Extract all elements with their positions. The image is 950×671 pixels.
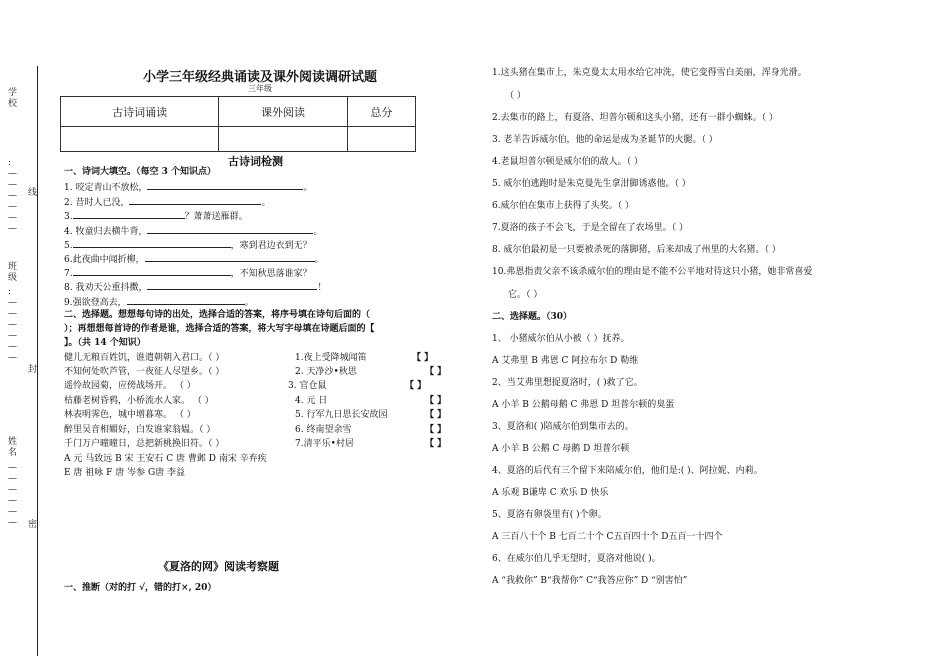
seal-char-mi: 密 bbox=[28, 520, 38, 530]
choice-question: 5、夏洛有卵袋里有( )个卵。 bbox=[492, 510, 607, 520]
judge-item: 1.这头猪在集市上，朱克曼太太用水给它冲洗，使它变得雪白美丽，浑身光滑。 bbox=[492, 68, 807, 78]
poem-title: 5. 行军九日思长安故园 bbox=[295, 410, 388, 420]
author-options-row-1: A 元 马致远 B 宋 王安石 C 唐 曹邺 D 南宋 辛弃疾 bbox=[64, 454, 267, 464]
author-bracket[interactable]: 【 】 bbox=[425, 439, 447, 449]
judge-answer[interactable]: 它。（ ） bbox=[508, 290, 543, 300]
author-bracket[interactable]: 【 】 bbox=[425, 410, 447, 420]
score-col-total: 总分 bbox=[347, 97, 415, 127]
choice-question: 6、在威尔伯几乎无望时，夏洛对他说( )。 bbox=[492, 554, 661, 564]
choice-options[interactable]: A 小羊 B 公鹅 C 母鹅 D 坦普尔顿 bbox=[492, 444, 630, 454]
choice-question: 4、夏洛的后代有三个留下来陪威尔伯，他们是:( )、阿拉妮、内莉。 bbox=[492, 466, 763, 476]
score-cell-total[interactable] bbox=[347, 127, 415, 152]
seal-char-xian: 线 bbox=[28, 188, 38, 198]
match-verse: 遥怜故园菊，应傍战场开。 （ ） bbox=[64, 381, 196, 391]
author-bracket[interactable]: 【 】 bbox=[425, 367, 447, 377]
fill-item: 4. 牧童归去横牛背， 。 bbox=[64, 224, 322, 238]
binding-line bbox=[37, 66, 38, 356]
class-label: 班 级 bbox=[8, 262, 18, 283]
poetry-heading: 古诗词检测 bbox=[228, 155, 283, 168]
fill-item: 6.此夜曲中闻折柳， 。 bbox=[64, 252, 324, 266]
choice-options[interactable]: A “我救你” B“我帮你” C“我答应你” D “别害怕” bbox=[492, 576, 688, 586]
class-blank: : — — — — — — bbox=[8, 287, 17, 363]
judge-item: 6.威尔伯在集市上获得了头奖。（ ） bbox=[492, 201, 634, 211]
score-cell-poetry[interactable] bbox=[61, 127, 219, 152]
author-bracket[interactable]: 【 】 bbox=[425, 425, 447, 435]
fill-blank[interactable] bbox=[73, 209, 185, 219]
match-verse: 千门万户曈曈日，总把新桃换旧符。（ ） bbox=[64, 439, 225, 449]
name-label: 姓 名 bbox=[8, 437, 18, 458]
fill-item: 9.强欲登高去， 。 bbox=[64, 295, 254, 309]
fill-blank[interactable] bbox=[147, 180, 303, 190]
name-blank: — — — — — — bbox=[8, 463, 17, 528]
fill-blank[interactable] bbox=[147, 224, 313, 234]
poem-title: 7.清平乐•村居 bbox=[295, 439, 354, 449]
score-col-reading: 课外阅读 bbox=[219, 97, 347, 127]
choice-question: 1、 小猪威尔伯从小被（ ）抚养。 bbox=[492, 334, 630, 344]
fill-item: 8. 我劝天公重抖擞， ！ bbox=[64, 280, 326, 294]
fill-blank[interactable] bbox=[73, 238, 231, 248]
grade-label: 三年级 bbox=[248, 84, 272, 93]
poem-title: 6. 终南望余雪 bbox=[295, 425, 352, 435]
fill-blank[interactable] bbox=[129, 195, 261, 205]
score-cell-reading[interactable] bbox=[219, 127, 347, 152]
school-label: 学 校 bbox=[8, 88, 18, 109]
choice-options[interactable]: A 乐观 B谦卑 C 欢乐 D 快乐 bbox=[492, 488, 609, 498]
judge-title: 一、推断（对的打 √，错的打×, 20） bbox=[64, 583, 217, 593]
poem-title: 4. 元 日 bbox=[295, 396, 328, 406]
match-verse: 健儿无粮百姓饥，谁遣朝朝入君口。（ ） bbox=[64, 353, 225, 363]
author-bracket[interactable]: 【 】 bbox=[405, 381, 427, 391]
fill-item: 2. 昔时人已没， 。 bbox=[64, 195, 270, 209]
choice-options[interactable]: A 艾弗里 B 弗恩 C 阿拉布尔 D 勒维 bbox=[492, 356, 639, 366]
choice-options[interactable]: A 小羊 B 公鹅母鹅 C 弗恩 D 坦普尔顿的臭蛋 bbox=[492, 400, 675, 410]
exam-title: 小学三年级经典诵读及课外阅读调研试题 bbox=[142, 70, 377, 85]
judge-item: 5. 威尔伯逃跑时是朱克曼先生拿泔脚诱惑他。（ ） bbox=[492, 179, 691, 189]
fill-title: 一、诗词大填空。（每空 3 个知识点） bbox=[64, 167, 217, 177]
fill-item: 1. 咬定青山不放松， 。 bbox=[64, 180, 312, 194]
fill-item: 5. ，寒到君边衣到无？ bbox=[64, 238, 312, 252]
binding-dash-line bbox=[37, 356, 38, 656]
fill-item: 3. ？萧萧送雁群。 bbox=[64, 209, 248, 223]
score-col-poetry: 古诗词诵读 bbox=[61, 97, 219, 127]
match-verse: 林表明霁色，城中增暮寒。 （ ） bbox=[64, 410, 196, 420]
match-verse: 枯藤老树昏鸦，小桥流水人家。 （ ） bbox=[64, 396, 214, 406]
fill-blank[interactable] bbox=[145, 252, 315, 262]
judge-item: 2.去集市的路上，有夏洛、坦普尔顿和这头小猪，还有一群小蜘蛛。（ ） bbox=[492, 113, 778, 123]
poem-title: 3. 官仓鼠 bbox=[288, 381, 327, 391]
seal-char-feng: 封 bbox=[28, 365, 38, 375]
fill-blank[interactable] bbox=[127, 295, 245, 305]
reading-heading: 《夏洛的网》阅读考察题 bbox=[158, 560, 279, 573]
match-instructions-1: 二、选择题。想想每句诗的出处，选择合适的答案，将序号填在诗句后面的（ bbox=[64, 310, 371, 320]
match-verse: 醉里吴音相媚好，白发谁家翁媪。（ ） bbox=[64, 425, 216, 435]
school-blank: : — — — — — — bbox=[8, 158, 17, 234]
fill-blank[interactable] bbox=[73, 266, 231, 276]
author-bracket[interactable]: 【 】 bbox=[412, 353, 434, 363]
match-verse: 不知何处吹芦管，一夜征人尽望乡。（ ） bbox=[64, 367, 225, 377]
choice-title: 二、选择题。（30） bbox=[492, 312, 573, 322]
fill-item: 7. ，不知秋思落谁家？ bbox=[64, 266, 312, 280]
choice-options[interactable]: A 三百八十个 B 七百二十个 C五百四十个 D五百一十四个 bbox=[492, 532, 723, 542]
judge-answer[interactable]: （ ） bbox=[505, 91, 526, 101]
choice-question: 3、夏洛和( )陪威尔伯到集市去的。 bbox=[492, 422, 634, 432]
score-table bbox=[60, 96, 416, 152]
judge-item: 10.弗恩指责父亲不该杀威尔伯的理由是不能不公平地对待这只小猪，她非常喜爱 bbox=[492, 267, 813, 277]
poem-title: 1.夜上受降城闻笛 bbox=[295, 353, 367, 363]
author-options-row-2: E 唐 祖咏 F 唐 岑参 G唐 李益 bbox=[64, 468, 186, 478]
match-instructions-3: 】。（共 14 个知识） bbox=[64, 338, 146, 348]
author-bracket[interactable]: 【 】 bbox=[425, 396, 447, 406]
judge-item: 3. 老羊告诉威尔伯，他的命运是成为圣诞节的火腿。（ ） bbox=[492, 135, 718, 145]
match-instructions-2: ）；再想想每首诗的作者是谁，选择合适的答案，将大写字母填在诗题后面的【 bbox=[64, 324, 375, 334]
judge-item: 8. 威尔伯最初是一只要被杀死的落脚猪，后来却成了州里的大名猪。（ ） bbox=[492, 245, 781, 255]
judge-item: 7.夏洛的孩子不会飞，于是全留在了农场里。（ ） bbox=[492, 223, 688, 233]
fill-blank[interactable] bbox=[147, 280, 317, 290]
poem-title: 2. 天净沙•秋思 bbox=[295, 367, 357, 377]
choice-question: 2、当艾弗里想捉夏洛时，( )救了它。 bbox=[492, 378, 643, 388]
judge-item: 4.老鼠坦普尔顿是威尔伯的敌人。（ ） bbox=[492, 157, 643, 167]
